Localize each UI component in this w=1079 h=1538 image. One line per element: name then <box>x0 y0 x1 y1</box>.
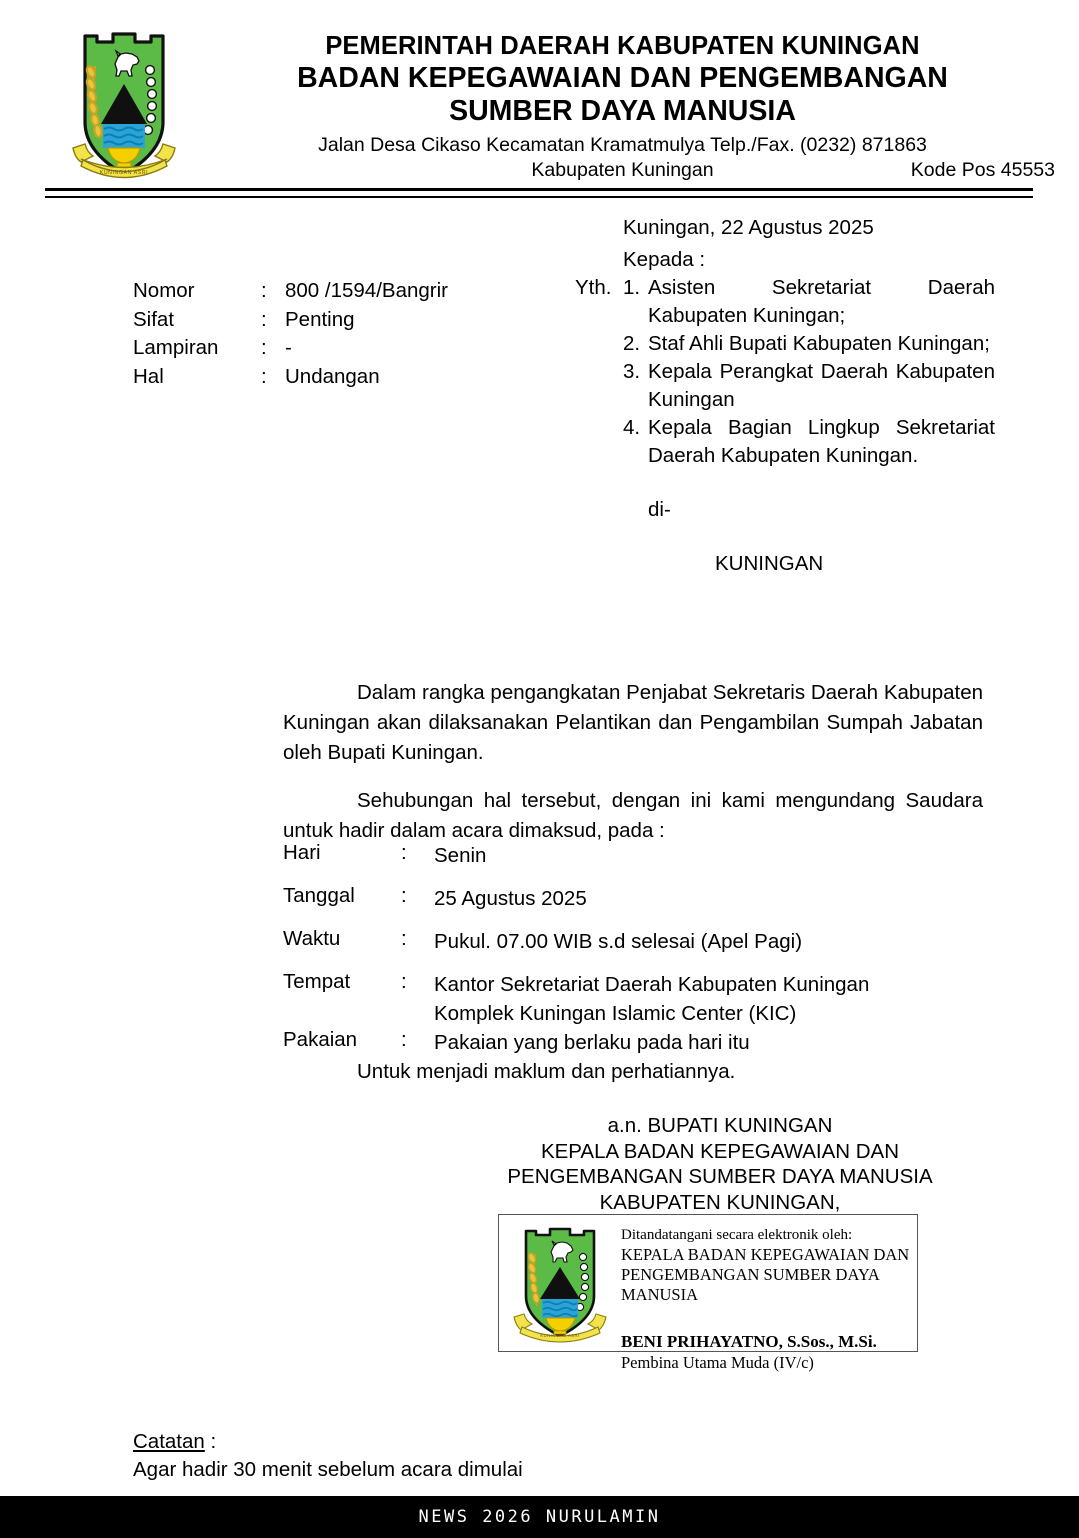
list-item <box>623 274 995 330</box>
letterhead-text <box>190 32 1055 183</box>
yth-label: Yth. <box>575 276 612 299</box>
body-paragraph-2: Sehubungan hal tersebut, dengan ini kami mengundang Saudara untuk hadir dalam acara dimaksud, pada : <box>283 789 983 842</box>
meta-value-hal: Undangan <box>285 364 380 388</box>
detail-label-tanggal: Tanggal <box>283 884 355 907</box>
recipient-text: Kepala Perangkat Daerah Kabupaten Kuningan <box>648 360 995 411</box>
letterhead-line-2: BADAN KEPEGAWAIAN DAN PENGEMBANGAN <box>297 62 948 95</box>
addressee-city: KUNINGAN <box>715 552 824 575</box>
kuningan-regency-crest-icon <box>63 26 185 184</box>
meta-label-nomor: Nomor <box>133 279 195 302</box>
detail-value-tempat-line-1: Kantor Sekretariat Daerah Kabupaten Kuningan <box>434 973 870 996</box>
detail-value-pakaian: Pakaian yang berlaku pada hari itu <box>434 1031 750 1054</box>
catatan-block <box>133 1428 523 1484</box>
list-item <box>623 414 995 470</box>
recipient-number: 2. <box>623 332 641 355</box>
letterhead-address-row-2 <box>190 158 1055 183</box>
meta-colon-sifat: : <box>261 307 267 331</box>
recipient-list <box>623 274 995 470</box>
detail-row-tempat <box>283 970 983 1028</box>
body-paragraph-1: Dalam rangka pengangkatan Penjabat Sekretaris Daerah Kabupaten Kuningan akan dilaksanakan Pelantikan dan Pengambilan Sumpah Jabatan oleh Bupati Kuningan. <box>283 681 983 764</box>
kuningan-regency-crest-icon <box>507 1223 615 1343</box>
closing-line: Untuk menjadi maklum dan perhatiannya. <box>357 1060 736 1083</box>
catatan-text: Agar hadir 30 menit sebelum acara dimulai <box>133 1458 523 1481</box>
meta-label-lampiran: Lampiran <box>133 336 219 359</box>
detail-label-tempat: Tempat <box>283 970 351 993</box>
esign-signer-name: BENI PRIHAYATNO, S.Sos., M.Si. <box>621 1332 877 1351</box>
signature-line-2: KEPALA BADAN KEPEGAWAIAN DAN <box>540 1139 900 1163</box>
kepada-label: Kepada : <box>623 248 706 271</box>
detail-value-hari: Senin <box>434 844 487 867</box>
letterhead-line-1: PEMERINTAH DAERAH KABUPATEN KUNINGAN <box>325 32 920 60</box>
meta-colon-hal: : <box>261 364 267 388</box>
letterhead-postal-code: Kode Pos 45553 <box>910 158 1055 181</box>
letterhead-line-3: SUMBER DAYA MANUSIA <box>449 95 796 128</box>
esign-title-line-1: KEPALA BADAN KEPEGAWAIAN DAN <box>621 1245 910 1264</box>
watermark-bar <box>0 1496 1079 1538</box>
detail-label-pakaian: Pakaian <box>283 1028 358 1051</box>
detail-label-waktu: Waktu <box>283 927 341 950</box>
detail-value-tempat <box>434 970 983 1028</box>
svg-text:KUNINGAN ASRI: KUNINGAN ASRI <box>540 1333 580 1338</box>
letter-date: Kuningan, 22 Agustus 2025 <box>623 216 874 239</box>
letterhead-rule-thick <box>45 188 1033 191</box>
detail-value-waktu: Pukul. 07.00 WIB s.d selesai (Apel Pagi) <box>434 930 803 953</box>
recipient-text: Kepala Bagian Lingkup Sekretariat Daerah Kabupaten Kuningan. <box>648 416 995 467</box>
addressee-block <box>575 214 995 578</box>
letterhead-address: Jalan Desa Cikaso Kecamatan Kramatmulya Telp./Fax. (0232) 871863 <box>318 133 927 156</box>
detail-row-hari <box>283 841 983 870</box>
meta-colon-nomor: : <box>261 279 267 302</box>
electronic-signature-stamp <box>498 1214 918 1372</box>
recipient-text: Asisten Sekretariat Daerah Kabupaten Kuningan; <box>648 276 995 327</box>
letter-body <box>283 678 983 846</box>
recipient-number: 1. <box>623 276 641 299</box>
meta-colon-lampiran: : <box>261 336 267 359</box>
esign-intro: Ditandatangani secara elektronik oleh: <box>621 1227 853 1243</box>
signature-line-3: PENGEMBANGAN SUMBER DAYA MANUSIA <box>507 1165 933 1188</box>
detail-colon-waktu: : <box>401 927 407 950</box>
detail-colon-hari: : <box>401 841 407 864</box>
signature-block <box>440 1113 1000 1215</box>
meta-value-sifat: Penting <box>285 307 355 331</box>
letterhead <box>0 0 1079 196</box>
signature-line-1: a.n. BUPATI KUNINGAN <box>607 1114 833 1137</box>
detail-row-waktu <box>283 927 983 956</box>
signature-line-4: KABUPATEN KUNINGAN, <box>599 1190 841 1214</box>
detail-value-tempat-line-2: Komplek Kuningan Islamic Center (KIC) <box>434 1002 797 1025</box>
catatan-title-underlined: Catatan <box>133 1430 205 1453</box>
recipient-number: 4. <box>623 416 641 439</box>
meta-label-sifat: Sifat <box>133 307 175 331</box>
catatan-title <box>133 1428 523 1456</box>
detail-colon-tempat: : <box>401 970 407 993</box>
svg-text:KUNINGAN ASRI: KUNINGAN ASRI <box>99 170 149 176</box>
meta-row-lampiran <box>133 334 553 363</box>
detail-colon-tanggal: : <box>401 884 407 907</box>
meta-row-sifat <box>133 306 553 335</box>
detail-row-tanggal <box>283 884 983 913</box>
detail-label-hari: Hari <box>283 841 321 864</box>
recipient-number: 3. <box>623 360 641 383</box>
catatan-title-suffix: : <box>204 1430 217 1453</box>
detail-value-tanggal: 25 Agustus 2025 <box>434 887 587 910</box>
watermark-text: NEWS 2026 NURULAMIN <box>418 1507 661 1527</box>
letterhead-rule-thin <box>45 196 1033 198</box>
meta-value-nomor: 800 /1594/Bangrir <box>285 279 448 302</box>
list-item <box>623 358 995 414</box>
meta-label-hal: Hal <box>133 364 164 388</box>
detail-colon-pakaian: : <box>401 1028 407 1051</box>
esign-title-line-2: PENGEMBANGAN SUMBER DAYA MANUSIA <box>621 1265 879 1304</box>
electronic-signature-text <box>621 1226 911 1373</box>
letter-meta <box>133 277 553 391</box>
event-details <box>283 841 983 1071</box>
addressee-di: di- <box>648 498 671 521</box>
letterhead-regency: Kabupaten Kuningan <box>531 158 714 181</box>
meta-row-hal <box>133 363 553 392</box>
esign-signer-rank: Pembina Utama Muda (IV/c) <box>621 1353 814 1372</box>
meta-row-nomor <box>133 277 553 306</box>
list-item <box>623 330 995 358</box>
recipient-text: Staf Ahli Bupati Kabupaten Kuningan; <box>648 332 990 355</box>
detail-row-pakaian <box>283 1028 983 1057</box>
meta-value-lampiran: - <box>285 336 292 359</box>
recipients-row <box>575 274 995 470</box>
